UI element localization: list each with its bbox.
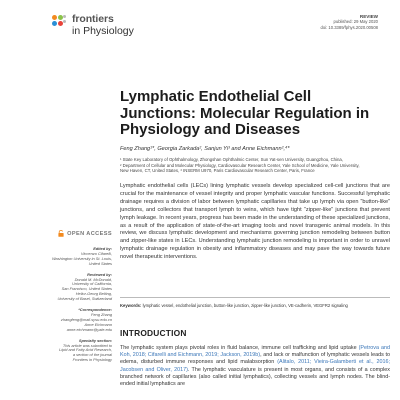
logo-journal-name: in Physiology bbox=[72, 24, 134, 37]
page-header bbox=[0, 0, 400, 48]
correspondence-email[interactable]: anne.eichmann@yale.edu bbox=[66, 326, 112, 332]
reviewer-line: San Francisco, United States bbox=[61, 286, 112, 292]
correspondence-block bbox=[30, 308, 112, 333]
article-title: Lymphatic Endothelial Cell Junctions: Molecular Regulation in Physiology and Diseases bbox=[120, 88, 370, 138]
affiliation-line: ¹ State Key Laboratory of Ophthalmology, Zhongshan Ophthalmic Center, Sun Yat-sen University, Guangzhou, China, bbox=[120, 157, 344, 162]
journal-logo[interactable] bbox=[52, 14, 134, 36]
reviewer-line: Helior-Georg Belting, bbox=[75, 291, 112, 297]
published-date: published: 29 May 2020 bbox=[333, 19, 378, 25]
keywords-list: lymphatic vessel, endothelial junction, button-like junction, zipper-like junction, VE-cadherin, VEGFR2 signaling bbox=[142, 303, 348, 308]
correspondence-email[interactable]: zhangfeng@mail.sysu.edu.cn bbox=[60, 316, 112, 322]
reviewer-line: University of Basel, Switzerland bbox=[57, 296, 112, 302]
specialty-label: Specialty section: bbox=[78, 337, 112, 343]
specialty-block bbox=[30, 339, 112, 364]
abstract: Lymphatic endothelial cells (LECs) lining lymphatic vessels develop specialized cell-cell junctions that are crucial for the maintenance of vessel integrity and proper lymphatic vascular functions. Successful lymphatic drainage requires a division of labor between lymphatic capillaries that take up lymph via open “button-like” junctions, and collectors that transport lymph to veins, which have tight “zipper-like” junctions that prevent lymph leakage. In recent years, progress has been made in the understanding of these specialized junctions, as a result of the application of state-of-the-art imaging tools and novel transgenic animal models. In this review, we discuss lymphatic development and mechanisms governing junction remodeling between button and zipper-like states in LECs. Understanding lymphatic junction remodeling is important in order to unravel lymphatic drainage regulation in obesity and inflammatory diseases and may pave the way towards future novel therapeutic interventions. bbox=[120, 183, 390, 261]
specialty-line: This article was submitted to bbox=[62, 342, 112, 348]
affiliation-line: ² Department of Cellular and Molecular Physiology, Cardiovascular Research Center, Yale School of Medicine, Yale University, bbox=[120, 162, 360, 168]
reviewer-line: University of California, bbox=[71, 281, 112, 287]
frontiers-logo-icon bbox=[52, 15, 68, 31]
doi[interactable]: doi: 10.3389/fphys.2020.00508 bbox=[320, 24, 378, 30]
logo-wordmark: frontiers bbox=[72, 13, 114, 25]
correspondence-label: *Correspondence: bbox=[78, 307, 112, 313]
editor-line: Washington University in St. Louis, bbox=[51, 255, 112, 261]
citation-link[interactable]: (Petrova and Koh, 2018; Cifarelli and Eichmann, 2019; Jackson, 2019b) bbox=[120, 345, 390, 359]
keywords bbox=[120, 303, 390, 308]
specialty-line: a section of the journal bbox=[72, 352, 112, 358]
intro-text: . The lymphatic vasculature is present in most organs, and consists of a complex branched network of capillaries (also called initial lymphatics), collecting vessels and lymph nodes. The blind-ended initial lymphatics are bbox=[120, 366, 390, 388]
open-access-label: OPEN ACCESS bbox=[67, 230, 112, 237]
keywords-label: Keywords: bbox=[120, 303, 142, 308]
article-sidebar bbox=[30, 230, 112, 369]
open-access-badge[interactable] bbox=[30, 230, 112, 237]
open-lock-icon bbox=[58, 230, 64, 237]
specialty-line: Lipid and Fatty Acid Research, bbox=[59, 347, 112, 353]
article-type: REVIEW bbox=[359, 14, 378, 19]
reviewer-line: Donald M. McDonald, bbox=[74, 276, 112, 282]
correspondence-name: Feng Zhang bbox=[91, 311, 112, 317]
article-meta bbox=[320, 14, 378, 30]
citation-link[interactable]: (Alitalo, 2011; Vieira-Galamberti et al., 2016; Jacobsen and Oliver, 2017) bbox=[120, 359, 391, 373]
editor-line: Vincenzo Cifarelli, bbox=[80, 250, 112, 256]
introduction-heading: INTRODUCTION bbox=[120, 328, 187, 338]
author-list[interactable]: Feng Zhang¹*, Georgia Zarkada², Sanjun Yi³ and Anne Eichmann²,⁴* bbox=[120, 146, 290, 152]
reviewed-by-label: Reviewed by: bbox=[87, 271, 112, 277]
affiliation-line: New Haven, CT, United States, ³ INSERM U970, Paris Cardiovascular Research Center, Paris, France bbox=[120, 168, 315, 174]
correspondence-name: Anne Eichmann bbox=[84, 321, 112, 327]
keywords-divider bbox=[120, 297, 390, 298]
reviewed-by-block bbox=[30, 273, 112, 302]
introduction-text bbox=[120, 345, 390, 388]
intro-text: The lymphatic system plays pivotal roles in fluid balance, immune cell trafficking and lipid uptake bbox=[120, 345, 357, 351]
edited-by-label: Edited by: bbox=[93, 246, 112, 251]
affiliations bbox=[120, 157, 392, 174]
edited-by-block bbox=[30, 247, 112, 267]
intro-text: , and lack or malfunction of lymphatic vessels leads to edema, disturbed immune responses and lipid malabsorption bbox=[120, 352, 391, 366]
specialty-line: Frontiers in Physiology bbox=[72, 357, 112, 363]
editor-line: United States bbox=[88, 260, 112, 266]
